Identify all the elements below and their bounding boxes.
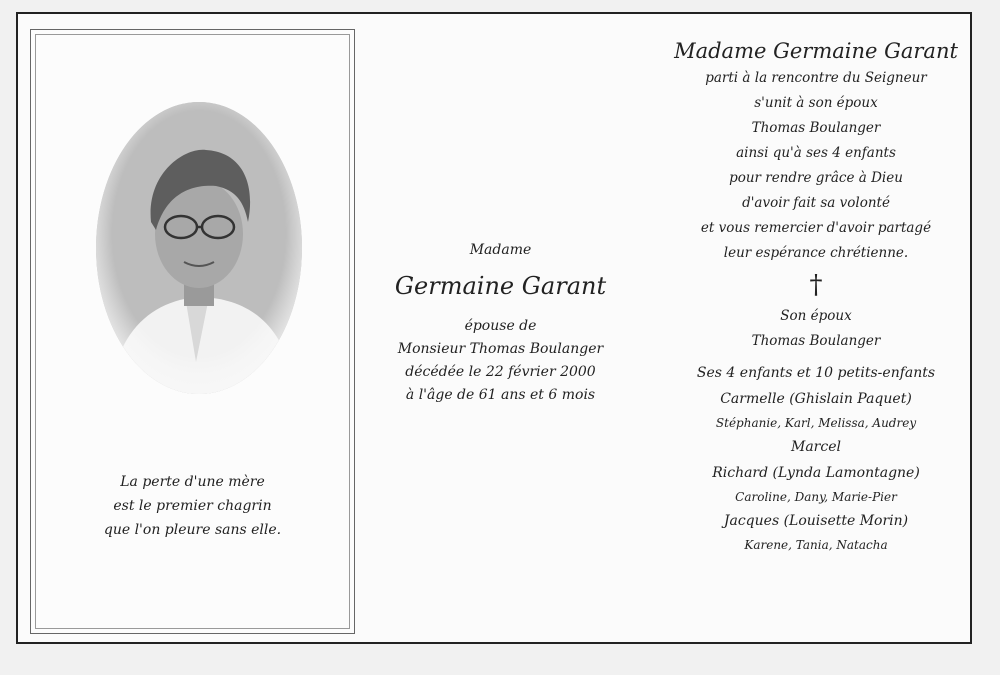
paragraph-line: pour rendre grâce à Dieu <box>729 170 903 186</box>
spouse-name: Thomas Boulanger <box>751 333 881 349</box>
verse-line: est le premier chagrin <box>113 498 272 514</box>
paragraph-line: s'unit à son époux <box>754 95 878 111</box>
verse-line: La perte d'une mère <box>120 474 265 490</box>
family-kids: Caroline, Dany, Marie-Pier <box>735 490 897 504</box>
paragraph-line: parti à la rencontre du Seigneur <box>705 70 927 86</box>
spouse-label: Son époux <box>780 308 852 324</box>
family-parents: Jacques (Louisette Morin) <box>723 513 909 529</box>
family-kids: Karene, Tania, Natacha <box>744 538 888 552</box>
memorial-card <box>16 12 972 644</box>
right-title: Madame Germaine Garant <box>674 39 958 63</box>
verse-line: que l'on pleure sans elle. <box>103 522 282 538</box>
portrait-image <box>96 102 302 394</box>
center-line: épouse de <box>464 318 537 334</box>
verse-text <box>31 470 354 542</box>
left-panel <box>30 29 355 634</box>
paragraph-line: ainsi qu'à ses 4 enfants <box>736 145 896 161</box>
children-header: Ses 4 enfants et 10 petits-enfants <box>696 365 936 381</box>
paragraph-line: d'avoir fait sa volonté <box>742 195 890 211</box>
family-kids: Stéphanie, Karl, Melissa, Audrey <box>715 416 917 430</box>
cross-icon: † <box>809 270 823 300</box>
salutation: Madame <box>469 242 532 258</box>
center-column <box>393 239 608 407</box>
center-line: décédée le 22 février 2000 <box>405 364 596 380</box>
paragraph-line: leur espérance chrétienne. <box>723 245 909 261</box>
right-column <box>666 36 966 556</box>
family-parents: Richard (Lynda Lamontagne) <box>712 465 920 481</box>
deceased-name: Germaine Garant <box>394 272 607 300</box>
family-parents: Marcel <box>791 439 841 455</box>
center-line: Monsieur Thomas Boulanger <box>397 341 604 357</box>
center-line: à l'âge de 61 ans et 6 mois <box>405 387 596 403</box>
paragraph-line: Thomas Boulanger <box>751 120 881 136</box>
portrait-photo <box>96 102 302 394</box>
family-parents: Carmelle (Ghislain Paquet) <box>720 391 912 407</box>
paragraph-line: et vous remercier d'avoir partagé <box>700 220 932 236</box>
